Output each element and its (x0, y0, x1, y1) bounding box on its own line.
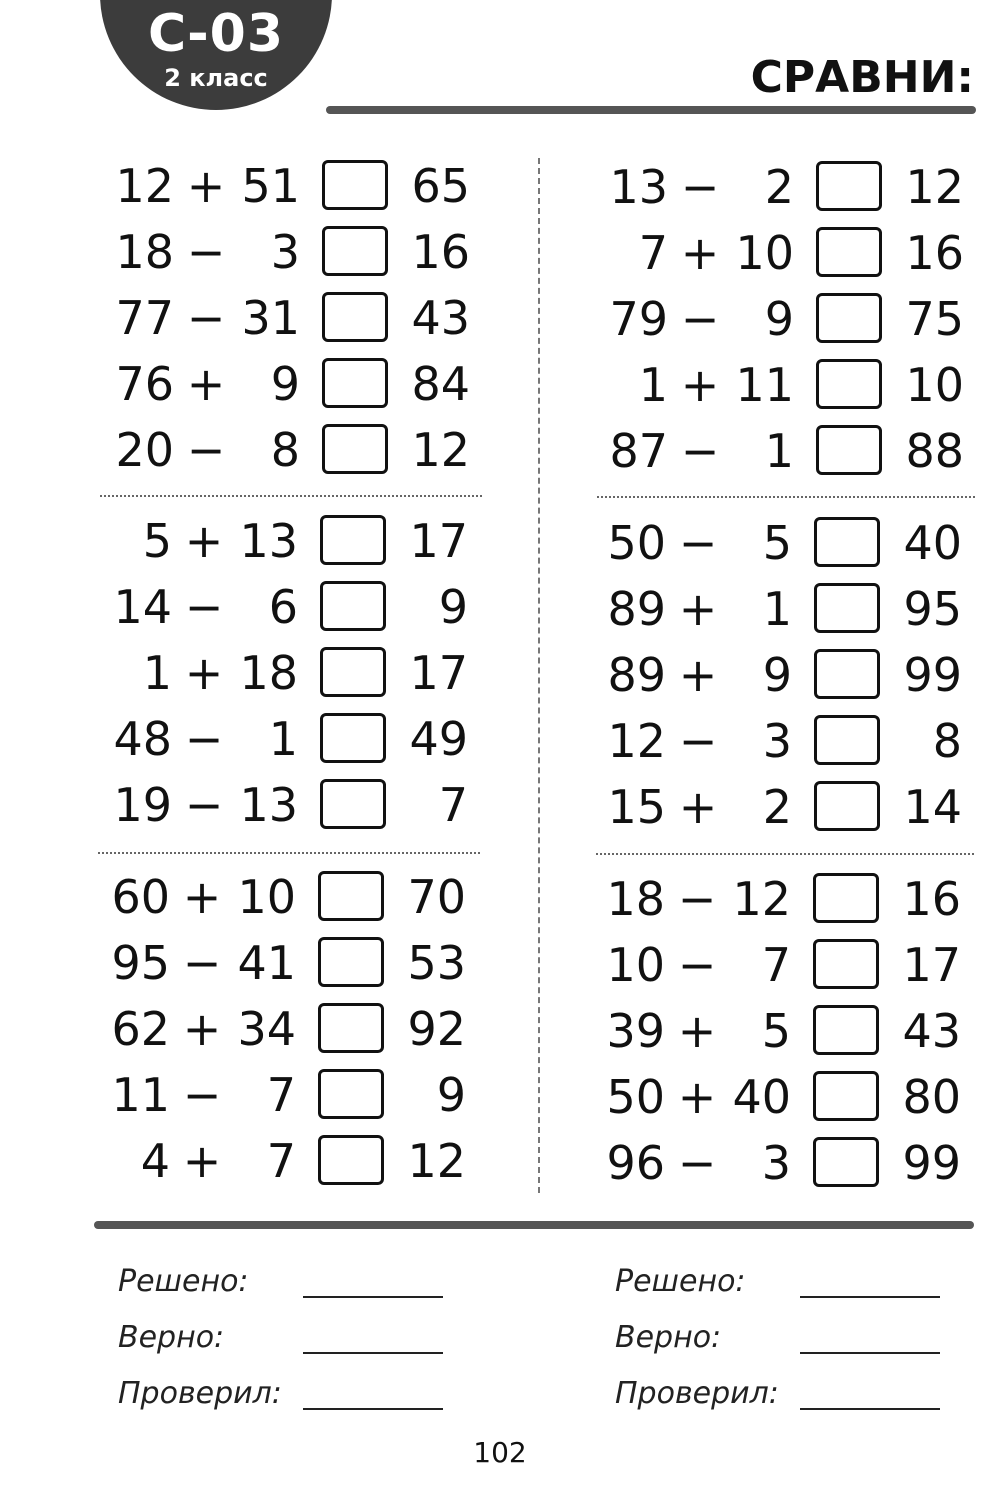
first-number: 12 (607, 714, 666, 768)
comparison-answer-box[interactable] (320, 515, 386, 565)
first-number: 77 (115, 291, 174, 345)
footer-solved-left (118, 1262, 448, 1302)
top-divider (326, 106, 976, 114)
operator-sign: + (677, 1070, 717, 1124)
comparison-answer-box[interactable] (816, 227, 882, 277)
second-number: 9 (762, 648, 792, 702)
compare-number: 9 (438, 580, 468, 634)
compare-number: 7 (438, 778, 468, 832)
first-number: 1 (638, 358, 668, 412)
first-number: 13 (609, 160, 668, 214)
first-number: 4 (140, 1134, 170, 1188)
footer-solved-right (615, 1262, 945, 1302)
second-number: 8 (270, 423, 300, 477)
correct-label: Верно: (615, 1320, 722, 1355)
comparison-answer-box[interactable] (813, 939, 879, 989)
second-number: 12 (732, 872, 791, 926)
compare-number: 75 (905, 292, 964, 346)
operator-sign: − (678, 714, 718, 768)
second-number: 3 (762, 714, 792, 768)
first-number: 7 (638, 226, 668, 280)
second-number: 6 (268, 580, 298, 634)
compare-number: 99 (902, 1136, 961, 1190)
first-number: 39 (606, 1004, 665, 1058)
first-number: 10 (606, 938, 665, 992)
operator-sign: + (182, 1002, 222, 1056)
second-number: 5 (761, 1004, 791, 1058)
first-number: 62 (111, 1002, 170, 1056)
second-number: 2 (762, 780, 792, 834)
comparison-answer-box[interactable] (814, 715, 880, 765)
footer-checked-right (615, 1374, 945, 1414)
operator-sign: + (182, 870, 222, 924)
worksheet-code: С-03 (147, 4, 285, 64)
comparison-answer-box[interactable] (322, 226, 388, 276)
compare-number: 16 (411, 225, 470, 279)
footer-checked-left (118, 1374, 448, 1414)
first-number: 76 (115, 357, 174, 411)
second-number: 5 (762, 516, 792, 570)
comparison-answer-box[interactable] (816, 425, 882, 475)
comparison-answer-box[interactable] (813, 873, 879, 923)
comparison-answer-box[interactable] (322, 160, 388, 210)
right-group-divider-2 (596, 853, 974, 855)
operator-sign: + (678, 582, 718, 636)
operator-sign: − (184, 712, 224, 766)
comparison-answer-box[interactable] (322, 292, 388, 342)
compare-number: 17 (409, 514, 468, 568)
comparison-answer-box[interactable] (816, 359, 882, 409)
comparison-answer-box[interactable] (318, 871, 384, 921)
operator-sign: + (186, 159, 226, 213)
operator-sign: − (184, 580, 224, 634)
comparison-answer-box[interactable] (322, 358, 388, 408)
first-number: 95 (111, 936, 170, 990)
first-number: 18 (606, 872, 665, 926)
first-number: 96 (606, 1136, 665, 1190)
first-number: 19 (113, 778, 172, 832)
first-number: 15 (607, 780, 666, 834)
comparison-answer-box[interactable] (813, 1005, 879, 1055)
first-number: 5 (142, 514, 172, 568)
operator-sign: − (182, 1068, 222, 1122)
first-number: 79 (609, 292, 668, 346)
operator-sign: − (186, 291, 226, 345)
second-number: 51 (241, 159, 300, 213)
operator-sign: − (680, 424, 720, 478)
grade-label: 2 класс (164, 64, 268, 92)
comparison-answer-box[interactable] (322, 424, 388, 474)
compare-number: 95 (903, 582, 962, 636)
first-number: 14 (113, 580, 172, 634)
comparison-answer-box[interactable] (814, 517, 880, 567)
bottom-divider (94, 1221, 974, 1229)
first-number: 50 (607, 516, 666, 570)
footer-correct-right (615, 1318, 945, 1358)
comparison-answer-box[interactable] (814, 781, 880, 831)
first-number: 50 (606, 1070, 665, 1124)
operator-sign: + (680, 226, 720, 280)
comparison-answer-box[interactable] (318, 937, 384, 987)
operator-sign: + (186, 357, 226, 411)
compare-number: 14 (903, 780, 962, 834)
footer-correct-left (118, 1318, 448, 1358)
comparison-answer-box[interactable] (320, 779, 386, 829)
first-number: 18 (115, 225, 174, 279)
comparison-answer-box[interactable] (318, 1003, 384, 1053)
correct-answer-line[interactable] (303, 1352, 443, 1354)
second-number: 1 (764, 424, 794, 478)
second-number: 18 (239, 646, 298, 700)
operator-sign: − (680, 292, 720, 346)
second-number: 13 (239, 514, 298, 568)
solved-answer-line[interactable] (800, 1296, 940, 1298)
second-number: 10 (237, 870, 296, 924)
comparison-answer-box[interactable] (816, 161, 882, 211)
checked-answer-line[interactable] (800, 1408, 940, 1410)
compare-number: 17 (902, 938, 961, 992)
second-number: 2 (764, 160, 794, 214)
second-number: 31 (241, 291, 300, 345)
compare-number: 70 (407, 870, 466, 924)
compare-number: 17 (409, 646, 468, 700)
checked-answer-line[interactable] (303, 1408, 443, 1410)
comparison-answer-box[interactable] (813, 1071, 879, 1121)
page-title: СРАВНИ: (750, 52, 974, 103)
compare-number: 88 (905, 424, 964, 478)
solved-label: Решено: (615, 1264, 746, 1299)
second-number: 7 (266, 1134, 296, 1188)
operator-sign: + (678, 780, 718, 834)
comparison-answer-box[interactable] (816, 293, 882, 343)
compare-number: 84 (411, 357, 470, 411)
comparison-answer-box[interactable] (318, 1069, 384, 1119)
second-number: 1 (762, 582, 792, 636)
operator-sign: − (186, 423, 226, 477)
compare-number: 10 (905, 358, 964, 412)
operator-sign: + (184, 646, 224, 700)
operator-sign: + (677, 1004, 717, 1058)
comparison-answer-box[interactable] (814, 583, 880, 633)
solved-label: Решено: (118, 1264, 249, 1299)
second-number: 34 (237, 1002, 296, 1056)
compare-number: 49 (409, 712, 468, 766)
operator-sign: + (184, 514, 224, 568)
compare-number: 16 (905, 226, 964, 280)
operator-sign: − (677, 938, 717, 992)
first-number: 12 (115, 159, 174, 213)
compare-number: 43 (902, 1004, 961, 1058)
second-number: 10 (735, 226, 794, 280)
first-number: 89 (607, 648, 666, 702)
second-number: 41 (237, 936, 296, 990)
compare-number: 40 (903, 516, 962, 570)
first-number: 11 (111, 1068, 170, 1122)
comparison-answer-box[interactable] (320, 713, 386, 763)
operator-sign: − (677, 1136, 717, 1190)
operator-sign: − (677, 872, 717, 926)
second-number: 9 (270, 357, 300, 411)
compare-number: 12 (411, 423, 470, 477)
checked-label: Проверил: (118, 1376, 282, 1411)
first-number: 87 (609, 424, 668, 478)
first-number: 48 (113, 712, 172, 766)
right-group-divider-1 (597, 496, 975, 498)
second-number: 1 (268, 712, 298, 766)
correct-label: Верно: (118, 1320, 225, 1355)
compare-number: 80 (902, 1070, 961, 1124)
second-number: 3 (761, 1136, 791, 1190)
compare-number: 16 (902, 872, 961, 926)
comparison-answer-box[interactable] (814, 649, 880, 699)
comparison-answer-box[interactable] (320, 581, 386, 631)
compare-number: 43 (411, 291, 470, 345)
second-number: 9 (764, 292, 794, 346)
second-number: 40 (732, 1070, 791, 1124)
operator-sign: + (678, 648, 718, 702)
operator-sign: − (184, 778, 224, 832)
second-number: 7 (266, 1068, 296, 1122)
compare-number: 8 (932, 714, 962, 768)
first-number: 89 (607, 582, 666, 636)
operator-sign: − (678, 516, 718, 570)
operator-sign: + (182, 1134, 222, 1188)
solved-answer-line[interactable] (303, 1296, 443, 1298)
comparison-answer-box[interactable] (813, 1137, 879, 1187)
second-number: 13 (239, 778, 298, 832)
comparison-answer-box[interactable] (318, 1135, 384, 1185)
compare-number: 99 (903, 648, 962, 702)
first-number: 60 (111, 870, 170, 924)
compare-number: 92 (407, 1002, 466, 1056)
column-divider (538, 158, 540, 1193)
compare-number: 9 (436, 1068, 466, 1122)
operator-sign: − (186, 225, 226, 279)
operator-sign: − (182, 936, 222, 990)
checked-label: Проверил: (615, 1376, 779, 1411)
compare-number: 12 (407, 1134, 466, 1188)
first-number: 1 (142, 646, 172, 700)
operator-sign: − (680, 160, 720, 214)
left-group-divider-1 (100, 495, 482, 497)
correct-answer-line[interactable] (800, 1352, 940, 1354)
second-number: 3 (270, 225, 300, 279)
compare-number: 53 (407, 936, 466, 990)
second-number: 11 (735, 358, 794, 412)
compare-number: 12 (905, 160, 964, 214)
operator-sign: + (680, 358, 720, 412)
left-group-divider-2 (98, 852, 480, 854)
compare-number: 65 (411, 159, 470, 213)
second-number: 7 (761, 938, 791, 992)
first-number: 20 (115, 423, 174, 477)
page-number: 102 (473, 1436, 527, 1469)
comparison-answer-box[interactable] (320, 647, 386, 697)
